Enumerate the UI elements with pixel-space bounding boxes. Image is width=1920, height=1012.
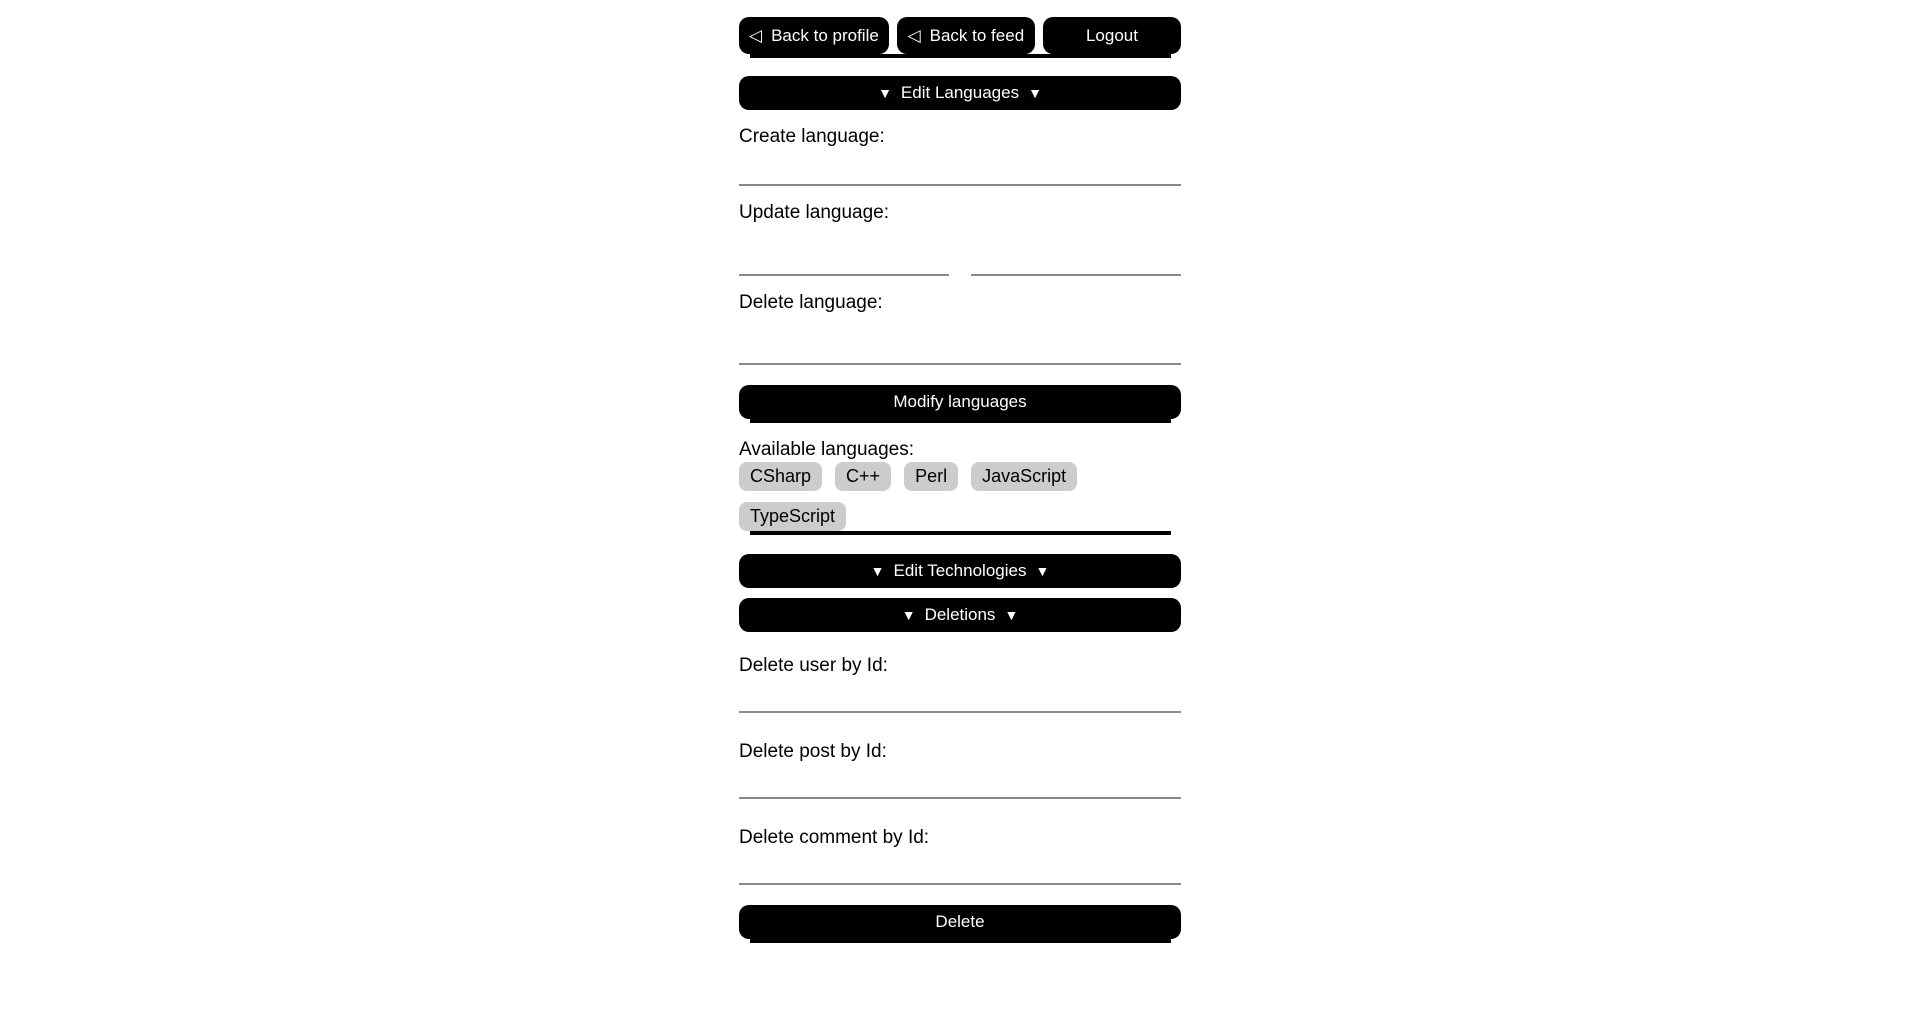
admin-panel — [739, 0, 1181, 943]
modify-languages-button[interactable] — [739, 385, 1181, 419]
update-language-old-input[interactable] — [739, 238, 949, 276]
edit-technologies-label: Edit Technologies — [893, 561, 1027, 580]
caret-down-icon: ▼ — [901, 607, 916, 623]
divider — [750, 939, 1171, 943]
caret-down-icon: ▼ — [870, 563, 885, 579]
back-arrow-icon: ◁ — [907, 25, 921, 45]
modify-languages-label: Modify languages — [893, 392, 1027, 411]
delete-button[interactable] — [739, 905, 1181, 939]
available-languages-list — [739, 462, 1181, 531]
delete-language-label: Delete language: — [739, 292, 883, 313]
delete-post-id-label: Delete post by Id: — [739, 741, 887, 762]
back-to-profile-button[interactable] — [739, 17, 889, 54]
delete-post-id-input[interactable] — [739, 763, 1181, 799]
delete-language-input[interactable] — [739, 314, 1181, 365]
caret-down-icon: ▼ — [1028, 85, 1042, 101]
update-language-new-input[interactable] — [971, 238, 1181, 276]
edit-languages-toggle[interactable] — [739, 76, 1181, 110]
caret-down-icon: ▼ — [1035, 563, 1050, 579]
divider — [750, 54, 1171, 58]
delete-comment-id-input[interactable] — [739, 849, 1181, 885]
back-to-feed-label: Back to feed — [929, 25, 1025, 45]
delete-label: Delete — [935, 912, 985, 931]
language-tag: JavaScript — [971, 462, 1077, 491]
edit-technologies-toggle[interactable] — [739, 554, 1181, 588]
create-language-input[interactable] — [739, 148, 1181, 186]
language-tag: C++ — [835, 462, 891, 491]
deletions-label: Deletions — [924, 605, 996, 624]
logout-button[interactable] — [1043, 17, 1181, 54]
create-language-label: Create language: — [739, 126, 885, 147]
deletions-toggle[interactable] — [739, 598, 1181, 632]
update-language-row — [739, 238, 1181, 276]
update-language-label: Update language: — [739, 202, 890, 223]
back-to-profile-label: Back to profile — [771, 25, 879, 45]
back-to-feed-button[interactable] — [897, 17, 1035, 54]
available-languages-label: Available languages: — [739, 439, 915, 460]
language-tag: CSharp — [739, 462, 822, 491]
language-tag: TypeScript — [739, 502, 846, 531]
top-nav-row — [739, 17, 1181, 54]
back-arrow-icon: ◁ — [749, 25, 763, 45]
caret-down-icon: ▼ — [878, 85, 892, 101]
delete-comment-id-label: Delete comment by Id: — [739, 827, 930, 848]
logout-label: Logout — [1085, 25, 1138, 45]
caret-down-icon: ▼ — [1004, 607, 1019, 623]
edit-languages-label: Edit Languages — [900, 83, 1020, 102]
delete-user-id-label: Delete user by Id: — [739, 655, 888, 676]
delete-user-id-input[interactable] — [739, 677, 1181, 713]
language-tag: Perl — [904, 462, 958, 491]
divider — [750, 419, 1171, 423]
divider — [750, 531, 1171, 535]
